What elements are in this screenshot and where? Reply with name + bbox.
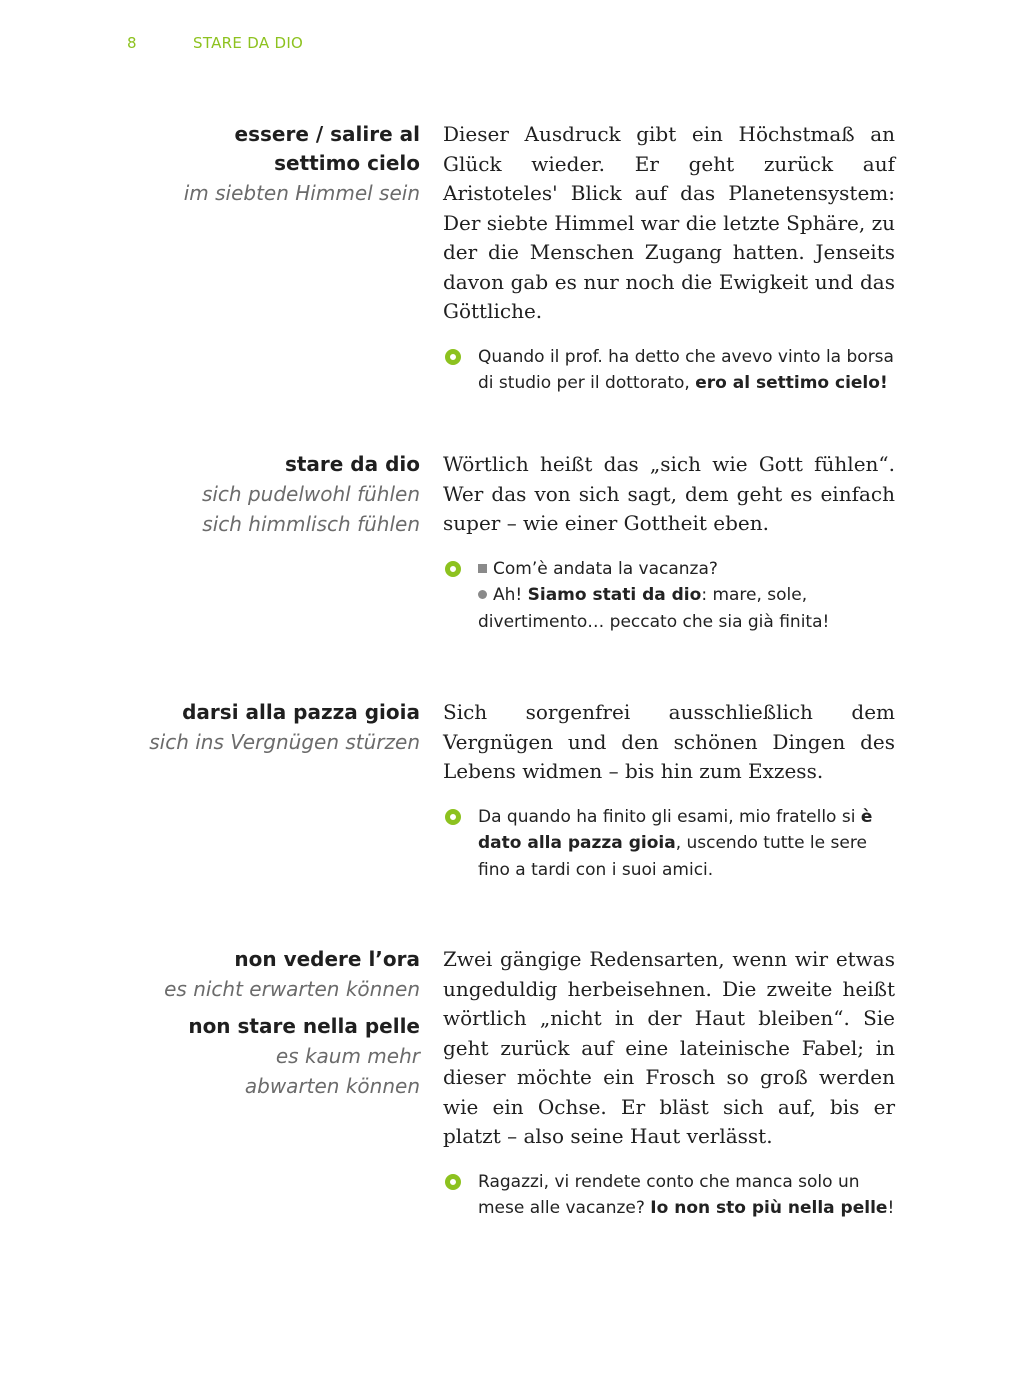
idiom-translation: im siebten Himmel sein (183, 181, 420, 205)
idiom-term: non stare nella pelle (188, 1014, 420, 1038)
example-sentence (443, 344, 895, 397)
example-highlight: Io non sto più nella pelle (650, 1198, 888, 1218)
example-sentence (443, 804, 895, 884)
dialogue-text: Ah! (493, 585, 528, 605)
idiom-terms (120, 945, 420, 1101)
idiom-content (443, 120, 895, 397)
idiom-terms (120, 698, 420, 757)
idiom-term: stare da dio (284, 452, 420, 476)
example-text: Quando il prof. ha detto che avevo vinto la borsa di studio per il dottorato, (478, 346, 894, 393)
running-header (127, 34, 303, 52)
idiom-terms (120, 450, 420, 539)
idiom-term: darsi alla pazza gioia (182, 700, 420, 724)
example-text: ! (887, 1198, 895, 1218)
example-highlight: Siamo stati da dio (527, 585, 702, 605)
example-bullet-icon (445, 1174, 461, 1190)
example-text: Da quando ha finito gli esami, mio fratello si (478, 806, 861, 827)
idiom-translation: es kaum mehr abwarten können (244, 1044, 420, 1098)
example-highlight: è dato alla pazza gioia (478, 806, 873, 853)
example-dialogue (443, 556, 895, 636)
dialogue-line-answer (478, 582, 895, 635)
idiom-content (443, 945, 895, 1222)
running-title: STARE DA DIO (193, 34, 304, 52)
square-marker-icon (478, 564, 487, 573)
example-text: , uscendo tutte le sere fino a tardi con i suoi amici. (478, 833, 867, 880)
idiom-description: Wörtlich heißt das „sich wie Gott fühlen“. Wer das von sich sagt, dem geht es einfach super – wie einer Gottheit eben. (443, 452, 895, 535)
idiom-content (443, 450, 895, 635)
dialogue-line-question (478, 556, 895, 583)
idiom-term: non vedere l’ora (234, 947, 420, 971)
idiom-translation: sich ins Vergnügen stürzen (149, 730, 420, 754)
idiom-content (443, 698, 895, 883)
idiom-translation: sich pudelwohl fühlen sich himmlisch fühlen (201, 482, 420, 536)
idiom-terms (120, 120, 420, 208)
dot-marker-icon (478, 590, 487, 599)
example-bullet-icon (445, 349, 461, 365)
idiom-description: Sich sorgenfrei ausschließlich dem Vergnügen und den schönen Dingen des Lebens widmen – bis hin zum Exzess. (443, 700, 895, 783)
idiom-term: essere / salire al settimo cielo (234, 122, 420, 175)
page-number: 8 (127, 34, 137, 52)
example-sentence (443, 1169, 895, 1222)
idiom-translation: es nicht erwarten können (164, 977, 420, 1001)
idiom-description: Dieser Ausdruck gibt ein Höchstmaß an Glück wieder. Er geht zurück auf Aristoteles' Blick auf das Planetensystem: Der siebte Himmel war die letzte Sphäre, zu der die Menschen Zugang hatten. Jenseits davon gab es nur noch die Ewigkeit und das Göttliche. (443, 122, 895, 323)
example-bullet-icon (445, 561, 461, 577)
example-bullet-icon (445, 809, 461, 825)
idiom-description: Zwei gängige Redensarten, wenn wir etwas ungeduldig herbeisehnen. Die zweite heißt wörtlich „nicht in der Haut bleiben“. Sie geht zurück auf eine lateinische Fabel; in dieser möchte ein Frosch so groß werden wie ein Ochse. Er bläst sich auf, bis er platzt – also seine Haut verlässt. (443, 947, 895, 1148)
example-highlight: ero al settimo cielo! (695, 373, 888, 393)
dialogue-text: Com’è andata la vacanza? (493, 558, 718, 579)
dialogue-text: : mare, sole, divertimento… peccato che sia già finita! (478, 585, 830, 632)
example-text: Ragazzi, vi rendete conto che manca solo un mese alle vacanze? (478, 1171, 860, 1218)
